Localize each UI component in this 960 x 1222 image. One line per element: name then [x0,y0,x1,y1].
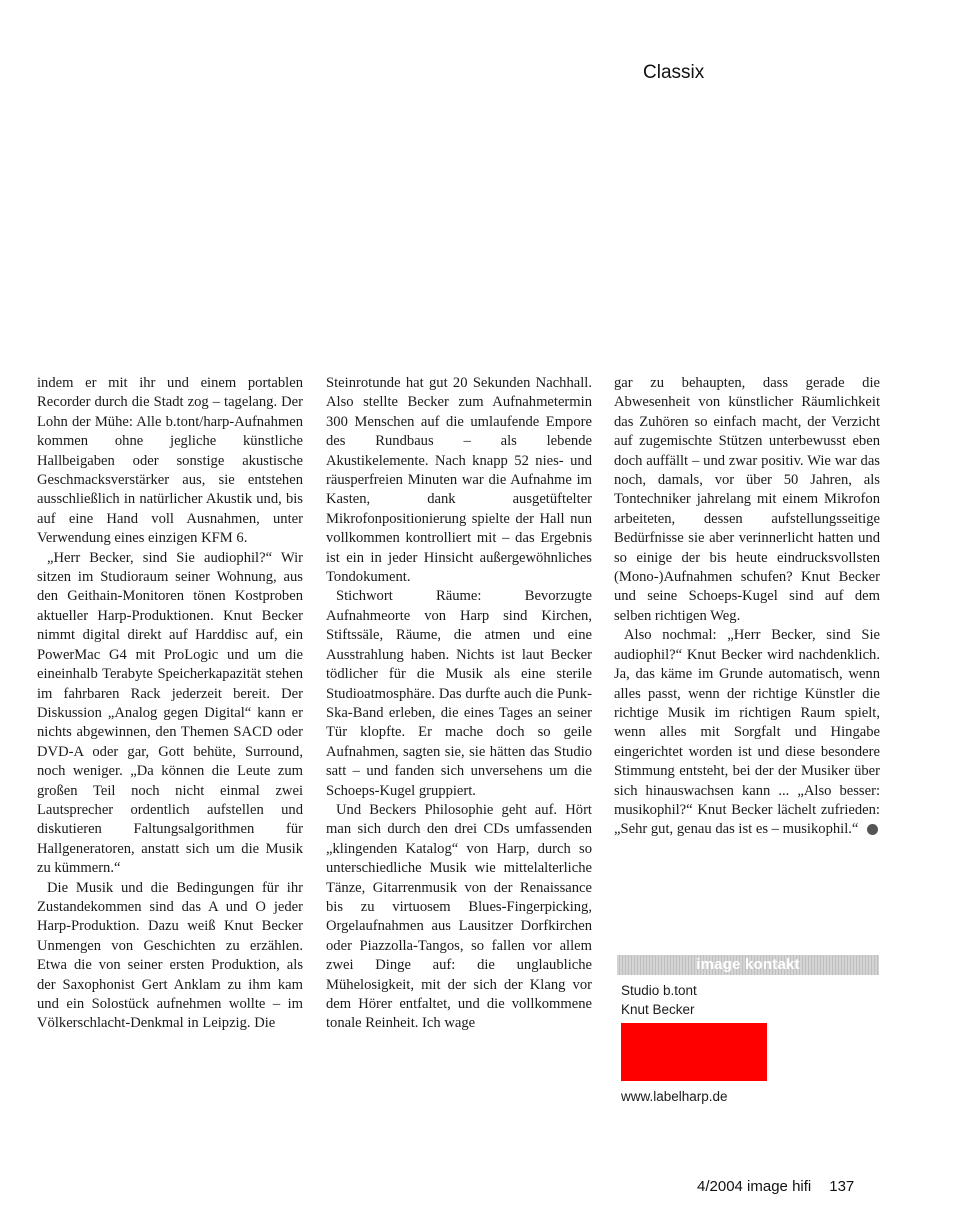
paragraph-text: Also nochmal: „Herr Becker, sind Sie audiophil?“ Knut Becker wird nachdenklich. Ja, das käme im Grunde automatisch, wenn alles passt, wenn der richtige Künstler die richtige Musik im richtigen Raum spielt, wenn alles mit Sorgfalt und Hingabe eingerichtet worden ist und diese besondere Stimmung entsteht, bei der der Musiker über sich hinauswachsen kann ... „Also besser: musikophil?“ Knut Becker lächelt zufrieden: „Sehr gut, genau das ist es – musikophil.“ [614,627,880,838]
paragraph: Stichwort Räume: Bevorzugte Aufnahmeorte von Harp sind Kirchen, Stiftssäle, Räume, die atmen und eine Ausstrahlung haben. Nichts ist laut Becker tödlicher für die Musik als eine sterile Studioatmosphäre. Das durfte auch die Punk-Ska-Band erleben, die eines Tages an seiner Tür klopfte. Er mache doch so geile Aufnahmen, sagten sie, sie hätten das Studio satt – und fanden sich unversehens um die Schoeps-Kugel gruppiert. [326,588,592,799]
article-column-2 [326,374,592,1034]
company-logo [621,1023,767,1081]
paragraph: Steinrotunde hat gut 20 Sekunden Nachhall. Also stellte Becker zum Aufnahmetermin 300 Menschen auf die umlaufende Empore des Rundbaus – als lebende Akustikelemente. Nach knapp 52 nies- und räusperfreien Minuten war die Aufnahme im Kasten, dank ausgetüftelter Mikrofonpositionierung spielte der Hall nun vollkommen kontrolliert mit – das Ergebnis ist ein in jeder Hinsicht außergewöhnliches Tondokument. [326,375,592,586]
page-footer [697,1178,854,1195]
contact-header: image kontakt [617,955,879,975]
paragraph: „Herr Becker, sind Sie audiophil?“ Wir sitzen im Studioraum seiner Wohnung, aus den Geithain-Monitoren tönen Kostproben aktueller Harp-Produktionen. Knut Becker nimmt digital direkt auf Harddisc auf, ein PowerMac G4 mit ProLogic und um die eineinhalb Terabyte Speicherkapazität stehen im fahrbaren Rack jederzeit bereit. Der Diskussion „Analog gegen Digital“ kann er nichts abgewinnen, den Themen SACD oder DVD-A oder gar, Gott behüte, Surround, noch weniger. „Da können die Leute zum großen Teil noch nicht einmal zwei Lautsprecher ordentlich aufstellen und diskutieren Faltungsalgorithmen für Hallgeneratoren, anstatt sich um die Musik zu kümmern.“ [37,549,303,877]
contact-website-link[interactable]: www.labelharp.de [621,1089,728,1104]
contact-box [617,955,879,1106]
paragraph: Die Musik und die Bedingungen für ihr Zustandekommen sind das A und O jeder Harp-Produktion. Dazu weiß Knut Becker Unmengen von Geschichten zu erzählen. Etwa die von seiner ersten Produktion, als der Saxophonist Gert Anklam zu ihm kam und ein Solostück aufnehmen wollte – im Völkerschlacht-Denkmal in Leipzig. Die [37,879,303,1032]
article-column-1 [37,374,303,1034]
contact-person: Knut Becker [621,1002,695,1017]
paragraph [614,626,880,839]
issue-label: 4/2004 image hifi [697,1178,812,1195]
section-label: Classix [643,62,705,83]
contact-company: Studio b.tont [621,983,697,998]
end-of-article-dot-icon [867,824,878,835]
page-number: 137 [829,1178,855,1195]
paragraph: Und Beckers Philosophie geht auf. Hört man sich durch den drei CDs umfassenden „klingenden Katalog“ von Harp, durch so unterschiedliche Musik wie mittelalterliche Tänze, Gitarrenmusik von der Renaissance bis zu virtuosem Blues-Fingerpicking, Orgelaufnahmen aus Lausitzer Dorfkirchen oder Piazzolla-Tangos, so fallen vor allem zwei Dinge auf: die unglaubliche Mühelosigkeit, mit der sich der Klang vor dem Hörer entfaltet, und die vollkommene tonale Reinheit. Ich wage [326,801,592,1032]
article-column-3 [614,374,880,840]
paragraph: indem er mit ihr und einem portablen Recorder durch die Stadt zog – tagelang. Der Lohn der Mühe: Alle b.tont/harp-Aufnahmen kommen ohne jegliche künstliche Hallbeigaben oder sonstige akustische Geschmacksverstärker aus, sie entstehen ausschließlich in natürlicher Akustik und, bis auf eine Hand voll Ausnahmen, unter Verwendung eines einzigen KFM 6. [37,375,303,547]
paragraph: gar zu behaupten, dass gerade die Abwesenheit von künstlicher Räumlichkeit das Zuhören so einfach macht, der Verzicht auf zugemischte Stützen unterbewusst eben doch auffällt – und zwar positiv. Wie war das noch, damals, vor über 50 Jahren, als Tontechniker jahrelang mit einem Mikrofon arbeiteten, dessen aufstellungsseitige Bedürfnisse sie aber verinnerlicht hatten und so einige der bis heute eindrucksvollsten (Mono-)Aufnahmen schufen? Knut Becker und seine Schoeps-Kugel sind auf dem selben richtigen Weg. [614,375,880,624]
